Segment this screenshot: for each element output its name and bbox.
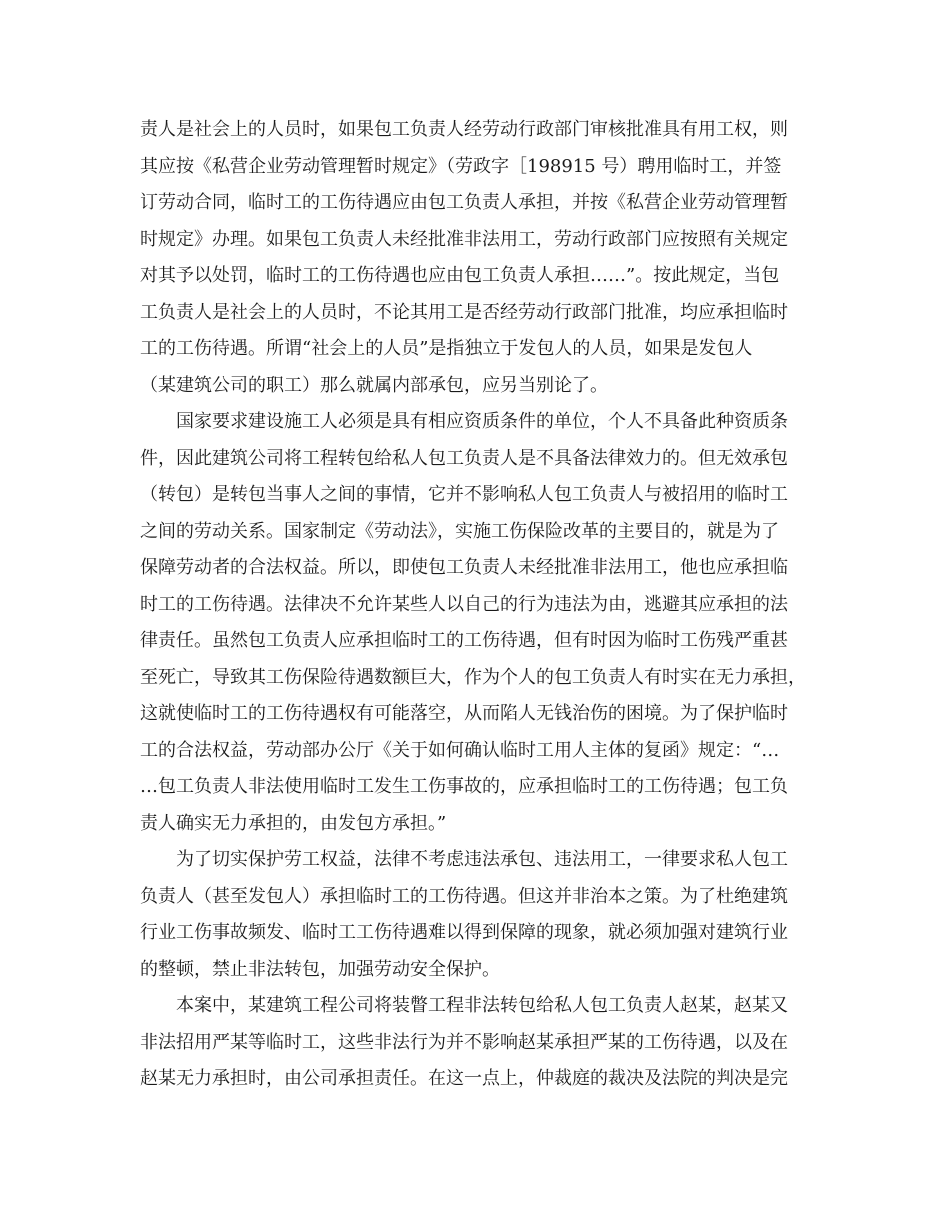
text-line: 本案中，某建筑工程公司将装瞥工程非法转包给私人包工负责人赵某，赵某又 xyxy=(140,995,788,1016)
text-line: 责人是社会上的人员时，如果包工负责人经劳动行政部门审核批准具有用工权，则 xyxy=(140,119,788,140)
text-line: 工负责人是社会上的人员时，不论其用工是否经劳动行政部门批准，均应承担临时 xyxy=(140,301,788,323)
text-line: 这就使临时工的工伤待遇权有可能落空，从而陷人无钱治伤的困境。为了保护临时 xyxy=(140,703,788,724)
text-line: 之间的劳动关系。国家制定《劳动法》，实施工伤保险改革的主要目的，就是为了 xyxy=(140,520,779,542)
text-line: （转包）是转包当事人之间的事情，它并不影响私人包工负责人与被招用的临时工 xyxy=(140,484,788,505)
text-line: …包工负责人非法使用临时工发生工伤事故的，应承担临时工的工伤待遇；包工负 xyxy=(140,776,788,797)
text-line: 负责人（甚至发包人）承担临时工的工伤待遇。但这并非治本之策。为了杜绝建筑 xyxy=(140,885,788,907)
text-line: 保障劳动者的合法权益。所以，即使包工负责人未经批准非法用工，他也应承担临 xyxy=(140,557,788,578)
text-line: 时工的工伤待遇。法律决不允许某些人以自己的行为违法为由，逃避其应承担的法 xyxy=(140,593,788,615)
document-body xyxy=(140,112,830,1098)
text-line: 订劳动合同，临时工的工伤待遇应由包工负责人承担，并按《私营企业劳动管理暂 xyxy=(140,192,788,213)
text-line: （某建筑公司的职工）那么就属内部承包，应另当别论了。 xyxy=(140,374,608,396)
text-line: 至死亡，导致其工伤保险待遇数额巨大，作为个人的包工负责人有时实在无力承担， xyxy=(140,666,806,688)
text-line: 工的工伤待遇。所谓“社会上的人员”是指独立于发包人的人员，如果是发包人 xyxy=(140,338,753,359)
paragraph-2 xyxy=(140,404,830,842)
text-line: 工的合法权益，劳动部办公厅《关于如何确认临时工用人主体的复函》规定：“… xyxy=(140,739,780,761)
text-line: 赵某无力承担时，由公司承担责任。在这一点上，仲裁庭的裁决及法院的判决是完 xyxy=(140,1068,788,1089)
text-line: 时规定》办理。如果包工负责人未经批准非法用工，劳动行政部门应按照有关规定 xyxy=(140,228,788,250)
text-line: 国家要求建设施工人必须是具有相应资质条件的单位，个人不具备此种资质条 xyxy=(140,411,788,432)
paragraph-1 xyxy=(140,112,830,404)
text-line: 行业工伤事故频发、临时工工伤待遇难以得到保障的现象，就必须加强对建筑行业 xyxy=(140,922,788,943)
paragraph-3 xyxy=(140,842,830,988)
text-line: 其应按《私营企业劳动管理暂时规定》（劳政字［198915 号）聘用临时工，并签 xyxy=(140,155,782,177)
text-line: 的整顿，禁止非法转包，加强劳动安全保护。 xyxy=(140,958,500,980)
text-line: 责人确实无力承担的，由发包方承担。” xyxy=(140,812,447,834)
paragraph-4 xyxy=(140,988,830,1098)
text-line: 为了切实保护劳工权益，法律不考虑违法承包、违法用工，一律要求私人包工 xyxy=(140,849,788,870)
text-line: 非法招用严某等临时工，这些非法行为并不影响赵某承担严某的工伤待遇，以及在 xyxy=(140,1031,788,1053)
text-line: 件，因此建筑公司将工程转包给私人包工负责人是不具备法律效力的。但无效承包 xyxy=(140,447,788,469)
text-line: 对其予以处罚，临时工的工伤待遇也应由包工负责人承担……”。按此规定，当包 xyxy=(140,265,780,286)
text-line: 律责任。虽然包工负责人应承担临时工的工伤待遇，但有时因为临时工伤残严重甚 xyxy=(140,630,788,651)
